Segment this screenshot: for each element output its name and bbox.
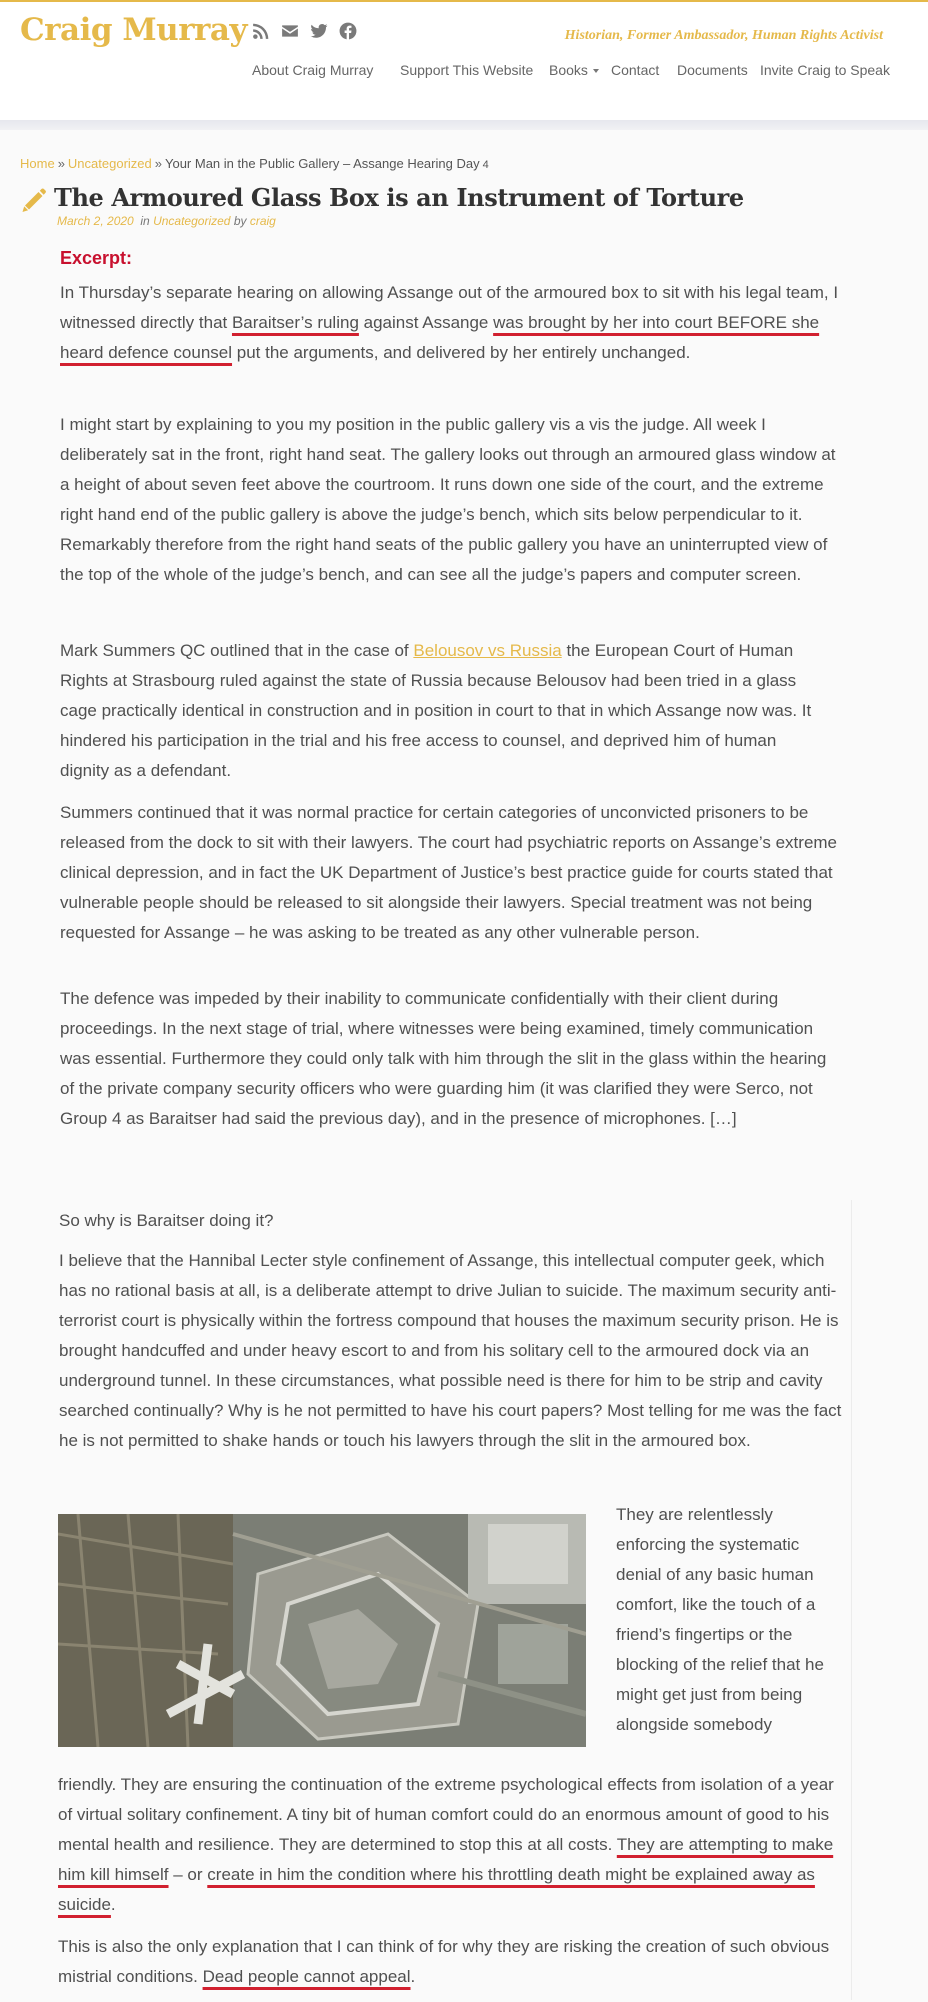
paragraph-9 <box>58 1932 848 1992</box>
paragraph-8-rest <box>58 1770 848 1920</box>
paragraph-8-side: They are relentlessly enforcing the systematic denial of any basic human comfort, like the touch of a friend’s fingertips or the blocking of the relief that he might get just from being alongside somebody <box>616 1505 824 1734</box>
breadcrumb <box>20 156 489 171</box>
underlined-text: They are attempting to make him kill himself <box>58 1835 834 1884</box>
text-run: . <box>110 1895 116 1914</box>
paragraph-3 <box>60 636 830 786</box>
post-title: The Armoured Glass Box is an Instrument of Torture <box>54 183 744 212</box>
text-run: put the arguments, and delivered by her entirely unchanged. <box>232 343 691 362</box>
site-logo[interactable]: Craig Murray <box>20 12 247 48</box>
post-author-link[interactable]: craig <box>249 214 276 228</box>
nav-item-invite[interactable]: Invite Craig to Speak <box>760 62 890 78</box>
text-run: In Thursday’s separate hearing on allowing Assange out of the armoured box to sit with his legal team, I witnessed directly that <box>60 283 839 332</box>
underlined-text: Baraitser’s ruling <box>231 313 359 332</box>
nav-item-about[interactable]: About Craig Murray <box>252 62 374 78</box>
breadcrumb-separator: » <box>57 156 65 171</box>
paragraph-6: So why is Baraitser doing it? <box>59 1211 274 1230</box>
paragraph-2: I might start by explaining to you my position in the public gallery vis a vis the judge. All week I deliberately sat in the front, right hand seat. The gallery looks out through an armoured glass window at a height of about seven feet above the courtroom. It runs down one side of the court, and the extreme right hand end of the public gallery is above the judge’s bench, which sits below perpendicular to it. Remarkably therefore from the right hand seats of the public gallery you have an uninterrupted view of the top of the whole of the judge’s bench, and can see all the judge’s papers and computer screen. <box>60 415 836 584</box>
excerpt-label: Excerpt: <box>60 248 133 268</box>
column-divider <box>851 1200 852 2000</box>
post-meta-by: by <box>233 214 247 228</box>
text-run: . <box>410 1967 416 1986</box>
nav-item-documents[interactable]: Documents <box>677 62 748 78</box>
post-meta-in: in <box>140 214 150 228</box>
text-run: the European Court of Human Rights at Strasbourg ruled against the state of Russia because Belousov had been tried in a glass cage practically identical in construction and in position in court to that in which Assange now was. It hindered his participation in the trial and his free access to counsel, and deprived him of human dignity as a defendant. <box>60 641 812 780</box>
twitter-icon[interactable] <box>310 22 328 40</box>
post-date-link[interactable]: March 2, 2020 <box>57 214 134 228</box>
breadcrumb-category-link[interactable]: Uncategorized <box>67 156 152 171</box>
paragraph-7: I believe that the Hannibal Lecter style confinement of Assange, this intellectual computer geek, which has no rational basis at all, is a deliberate attempt to drive Julian to suicide. The maximum security anti-terrorist court is physically within the fortress compound that houses the maximum security prison. He is brought handcuffed and under heavy escort to and from his solitary cell to the armoured dock via an underground tunnel. In these circumstances, what possible need is there for him to be strip and cavity searched continually? Why is he not permitted to have his court papers? Most telling for me was the fact he is not permitted to shake hands or touch his lawyers through the slit in the armoured box. <box>59 1251 842 1450</box>
main-navigation <box>0 62 928 82</box>
social-links <box>252 22 357 40</box>
breadcrumb-home-link[interactable]: Home <box>20 156 55 171</box>
text-run: This is also the only explanation that I can think of for why they are risking the creation of such obvious mistrial conditions. <box>58 1937 830 1986</box>
nav-item-books-label: Books <box>549 62 588 78</box>
email-icon[interactable] <box>281 22 299 40</box>
text-run: against Assange <box>358 313 494 332</box>
paragraph-4: Summers continued that it was normal practice for certain categories of unconvicted prisoners to be released from the dock to sit with their lawyers. The court had psychiatric reports on Assange’s extreme clinical depression, and in fact the UK Department of Justice’s best practice guide for courts stated that vulnerable people should be released to sit alongside their lawyers. Special treatment was not being requested for Assange – he was asking to be treated as any other vulnerable person. <box>60 803 838 942</box>
underlined-text: Dead people cannot appeal <box>202 1967 411 1986</box>
underlined-text: was brought by her into court BEFORE she heard defence counsel <box>60 313 820 362</box>
breadcrumb-separator: » <box>154 156 162 171</box>
paragraph-5: The defence was impeded by their inability to communicate confidentially with their client during proceedings. In the next stage of trial, where witnesses were being examined, timely communication was essential. Furthermore they could only talk with him through the slit in the glass within the hearing of the private company security officers who were guarding him (it was clarified they were Serco, not Group 4 as Baraitser had said the previous day), and in the presence of microphones. […] <box>60 989 827 1128</box>
nav-item-contact[interactable]: Contact <box>611 62 660 78</box>
belousov-link[interactable]: Belousov vs Russia <box>413 641 562 660</box>
paragraph-1 <box>60 278 842 368</box>
text-run: Mark Summers QC outlined that in the case of <box>60 641 414 660</box>
nav-item-support[interactable]: Support This Website <box>400 62 534 78</box>
breadcrumb-current: Your Man in the Public Gallery – Assange Hearing Day <box>164 156 480 171</box>
site-tagline: Historian, Former Ambassador, Human Rights Activist <box>564 28 883 43</box>
site-header <box>0 2 928 120</box>
chevron-down-icon <box>593 69 599 73</box>
text-run: – or <box>168 1865 208 1884</box>
breadcrumb-page-number: 4 <box>482 159 489 171</box>
underlined-text: create in him the condition where his throttling death might be explained away as suicide <box>58 1865 815 1914</box>
post-category-link[interactable]: Uncategorized <box>153 214 231 228</box>
rss-icon[interactable] <box>252 22 270 40</box>
nav-item-books[interactable] <box>549 62 599 78</box>
prison-aerial-image <box>58 1514 586 1747</box>
header-divider <box>0 120 928 130</box>
text-run: friendly. They are ensuring the continuation of the extreme psychological effects from isolation of a year of virtual solitary confinement. A tiny bit of human comfort could do an enormous amount of good to his mental health and resilience. They are determined to stop this at all costs. <box>58 1775 834 1854</box>
facebook-icon[interactable] <box>339 22 357 40</box>
post-meta <box>57 214 276 228</box>
pencil-icon <box>20 186 48 214</box>
